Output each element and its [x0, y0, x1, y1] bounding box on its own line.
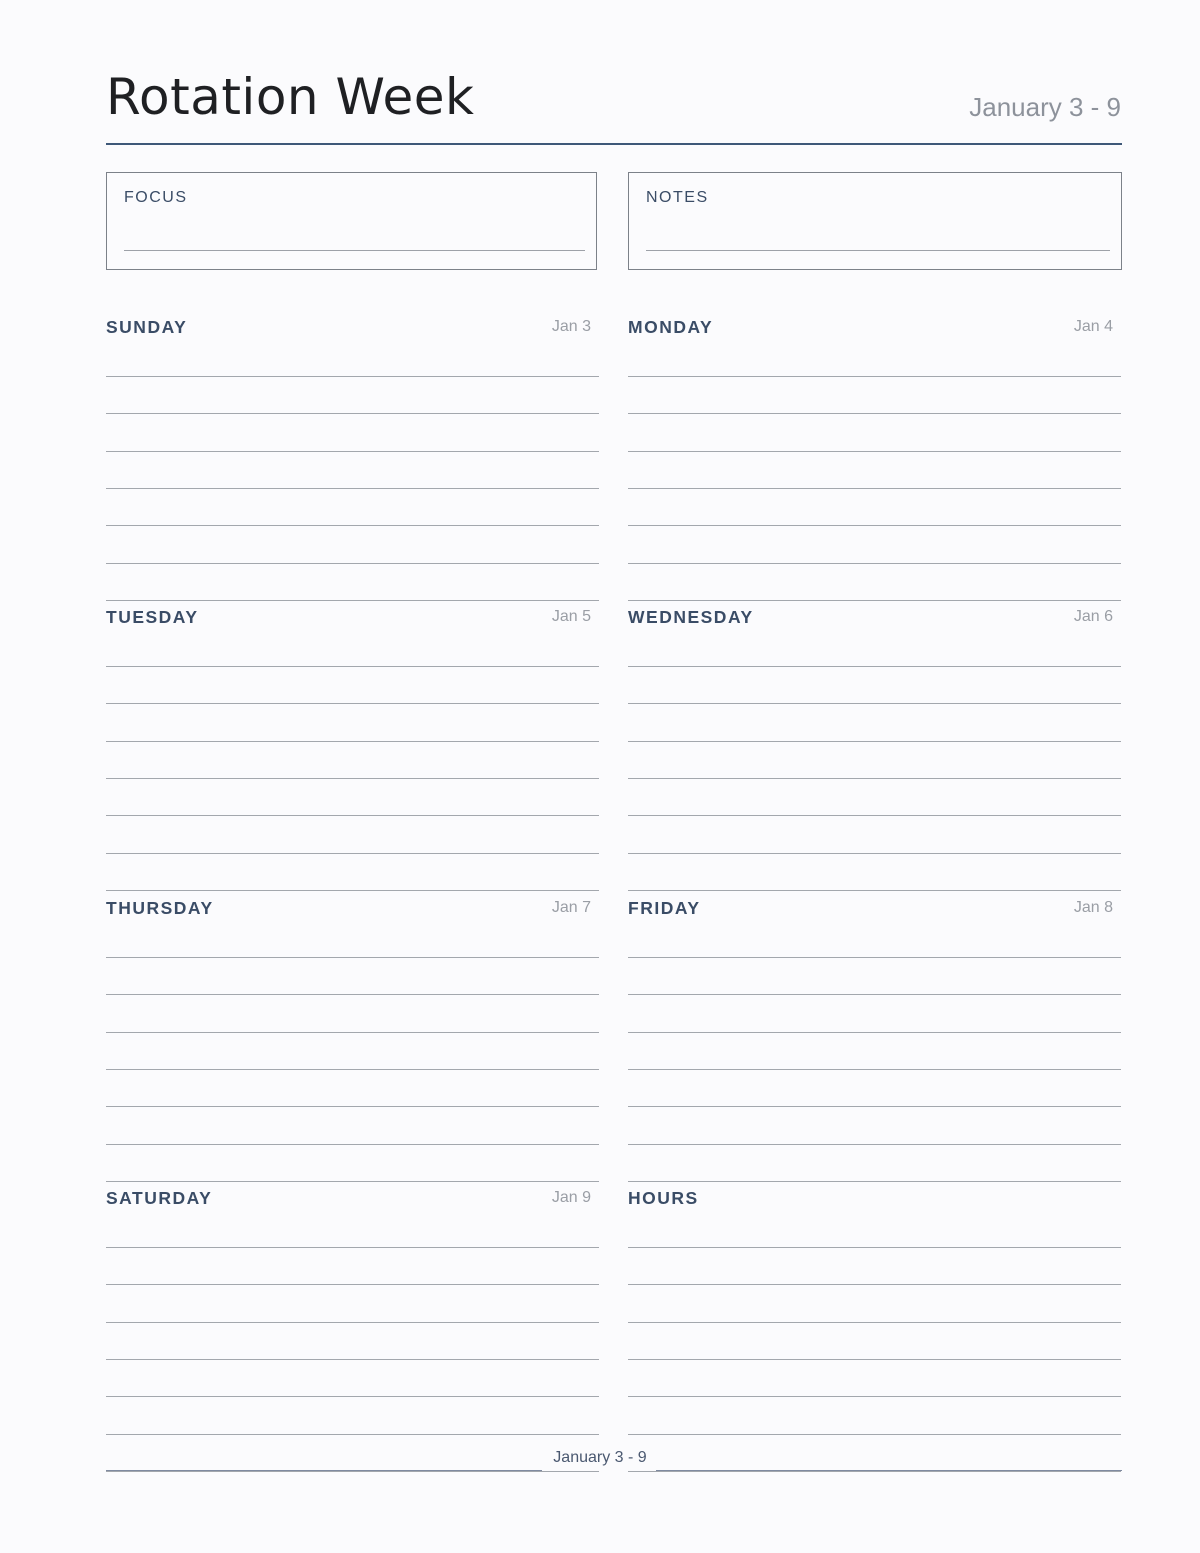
writing-line[interactable]	[106, 853, 599, 854]
day-monday[interactable]	[628, 300, 1121, 590]
writing-line[interactable]	[106, 815, 599, 816]
writing-line[interactable]	[628, 1396, 1121, 1397]
writing-line[interactable]	[628, 666, 1121, 667]
day-thursday[interactable]	[106, 881, 599, 1171]
writing-line[interactable]	[106, 1144, 599, 1145]
writing-line[interactable]	[106, 1247, 599, 1248]
day-name: SUNDAY	[106, 317, 188, 337]
writing-line[interactable]	[106, 563, 599, 564]
writing-line[interactable]	[628, 1247, 1121, 1248]
writing-line[interactable]	[628, 778, 1121, 779]
writing-line[interactable]	[628, 1032, 1121, 1033]
writing-line[interactable]	[628, 1284, 1121, 1285]
writing-line[interactable]	[628, 703, 1121, 704]
writing-line[interactable]	[628, 1144, 1121, 1145]
day-date: Jan 8	[1073, 899, 1113, 916]
focus-box[interactable]	[106, 172, 597, 270]
writing-line[interactable]	[628, 994, 1121, 995]
writing-line[interactable]	[106, 1396, 599, 1397]
footer-line-right	[656, 1470, 1122, 1471]
day-name: FRIDAY	[628, 898, 701, 918]
writing-line[interactable]	[106, 525, 599, 526]
writing-line[interactable]	[628, 957, 1121, 958]
notes-label: NOTES	[646, 189, 709, 206]
writing-line[interactable]	[106, 1106, 599, 1107]
writing-line[interactable]	[628, 741, 1121, 742]
hours-label: HOURS	[628, 1188, 699, 1208]
day-name: MONDAY	[628, 317, 714, 337]
writing-line[interactable]	[106, 1284, 599, 1285]
day-date: Jan 9	[551, 1189, 591, 1206]
focus-label: FOCUS	[124, 189, 188, 206]
writing-line[interactable]	[628, 525, 1121, 526]
day-wednesday[interactable]	[628, 590, 1121, 880]
writing-line[interactable]	[106, 741, 599, 742]
day-name: SATURDAY	[106, 1188, 213, 1208]
writing-line[interactable]	[628, 563, 1121, 564]
day-saturday[interactable]	[106, 1171, 599, 1461]
footer-line-left	[106, 1470, 542, 1471]
writing-line[interactable]	[106, 488, 599, 489]
day-name: TUESDAY	[106, 607, 199, 627]
writing-line[interactable]	[628, 1069, 1121, 1070]
writing-line[interactable]	[106, 451, 599, 452]
day-date: Jan 7	[551, 899, 591, 916]
writing-line[interactable]	[628, 413, 1121, 414]
writing-line[interactable]	[628, 1359, 1121, 1360]
footer-range: January 3 - 9	[553, 1449, 647, 1466]
writing-line[interactable]	[628, 1106, 1121, 1107]
day-name: WEDNESDAY	[628, 607, 754, 627]
writing-line[interactable]	[628, 1434, 1121, 1435]
week-range: January 3 - 9	[969, 92, 1121, 122]
day-sunday[interactable]	[106, 300, 599, 590]
day-friday[interactable]	[628, 881, 1121, 1171]
writing-line[interactable]	[106, 703, 599, 704]
day-date: Jan 4	[1073, 318, 1113, 335]
notes-writing-line[interactable]	[646, 250, 1110, 251]
focus-writing-line[interactable]	[124, 250, 585, 251]
writing-line[interactable]	[106, 957, 599, 958]
writing-line[interactable]	[106, 1032, 599, 1033]
writing-line[interactable]	[106, 778, 599, 779]
writing-line[interactable]	[106, 1069, 599, 1070]
writing-line[interactable]	[106, 413, 599, 414]
writing-line[interactable]	[106, 666, 599, 667]
day-tuesday[interactable]	[106, 590, 599, 880]
day-name: THURSDAY	[106, 898, 214, 918]
writing-line[interactable]	[628, 488, 1121, 489]
writing-line[interactable]	[628, 815, 1121, 816]
writing-line[interactable]	[106, 376, 599, 377]
writing-line[interactable]	[628, 1322, 1121, 1323]
header-divider	[106, 143, 1122, 145]
writing-line[interactable]	[628, 451, 1121, 452]
writing-line[interactable]	[106, 994, 599, 995]
writing-line[interactable]	[106, 1359, 599, 1360]
page-title: Rotation Week	[106, 68, 475, 126]
writing-line[interactable]	[628, 376, 1121, 377]
day-date: Jan 5	[551, 608, 591, 625]
day-date: Jan 6	[1073, 608, 1113, 625]
day-date: Jan 3	[551, 318, 591, 335]
notes-box[interactable]	[628, 172, 1122, 270]
writing-line[interactable]	[628, 853, 1121, 854]
hours-section[interactable]	[628, 1171, 1121, 1461]
writing-line[interactable]	[106, 1434, 599, 1435]
writing-line[interactable]	[106, 1322, 599, 1323]
